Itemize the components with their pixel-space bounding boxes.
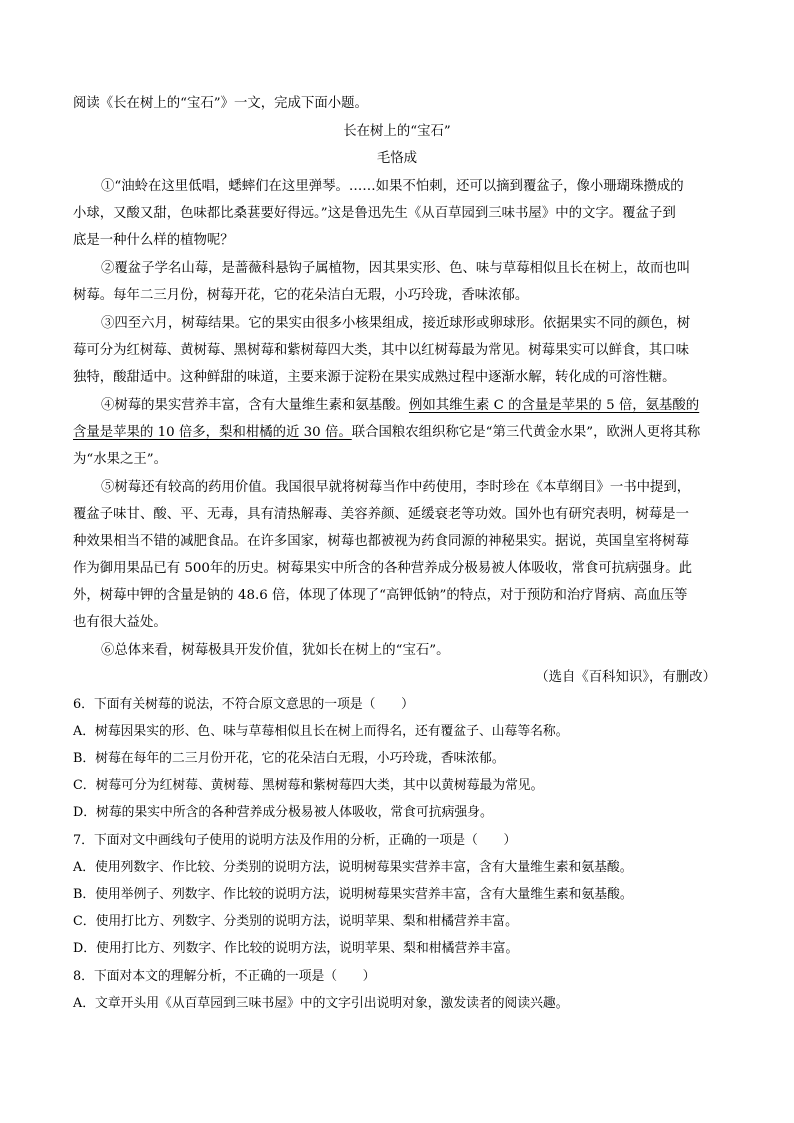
underlined-sentence: 含量是苹果的 10 倍多，梨和柑橘的近 30 倍。 [73, 425, 352, 440]
question-8-stem: 8．下面对本文的理解分析，不正确的一项是（ ） [73, 969, 376, 984]
paragraph-5-line: 也有很大益处。 [73, 615, 167, 630]
paragraph-5-line: 作为御用果品已有 500年的历史。树莓果实中所含的各种营养成分极易被人体吸收，常食可抗病强身。此 [73, 561, 692, 576]
paragraph-5-line: ⑤树莓还有较高的药用价值。我国很早就将树莓当作中药使用，李时珍在《本草纲目》一书中提到， [101, 480, 691, 495]
article-title: 长在树上的“宝石” [343, 124, 451, 139]
paragraph-1-line: 底是一种什么样的植物呢？ [73, 233, 234, 248]
paragraph-4-plain-text: ④树莓的果实营养丰富，含有大量维生素和氨基酸。 [101, 398, 409, 413]
question-8-option-a: A．文章开头用《从百草园到三味书屋》中的文字引出说明对象，激发读者的阅读兴趣。 [73, 996, 569, 1011]
article-author: 毛恪成 [376, 151, 418, 166]
paragraph-3-line: 独特，酸甜适中。这种鲜甜的味道，主要来源于淀粉在果实成熟过程中逐渐水解，转化成的可溶性糖。 [73, 370, 676, 385]
question-6-option-b: B．树莓在每年的二三月份开花，它的花朵洁白无瑕，小巧玲珑，香味浓郁。 [73, 751, 505, 766]
question-7-option-d: D．使用打比方、列数字、作比较的说明方法，说明苹果、梨和柑橘营养丰富。 [73, 941, 519, 956]
paragraph-3-line: ③四至六月，树莓结果。它的果实由很多小核果组成，接近球形或卵球形。依据果实不同的颜色，树 [101, 316, 691, 331]
question-7-option-a: A．使用列数字、作比较、分类别的说明方法，说明树莓果实营养丰富，含有大量维生素和氨基酸。 [73, 860, 633, 875]
paragraph-5-line: 种效果相当不错的减肥食品。在许多国家，树莓也都被视为药食同源的神秘果实。据说，英国皇室将树莓 [73, 534, 689, 549]
paragraph-4-line: 为“水果之王”。 [73, 452, 168, 467]
question-6-stem: 6．下面有关树莓的说法，不符合原文意思的一项是（ ） [73, 697, 414, 712]
paragraph-5-line: 覆盆子味甘、酸、平、无毒，具有清热解毒、美容养颜、延缓衰老等功效。国外也有研究表明，树莓是一 [73, 507, 689, 522]
paragraph-5-line: 外，树莓中钾的含量是钠的 48.6 倍，体现了体现了“高钾低钠”的特点，对于预防和治疗肾病、高血压等 [73, 588, 688, 603]
question-7-stem: 7．下面对文中画线句子使用的说明方法及作用的分析，正确的一项是（ ） [73, 833, 517, 848]
question-7-option-c: C．使用打比方、列数字、分类别的说明方法，说明苹果、梨和柑橘营养丰富。 [73, 914, 518, 929]
source-citation: （选自《百科知识》，有删改） [535, 670, 716, 685]
paragraph-1-line: 小球，又酸又甜，色味都比桑葚要好得远。”这是鲁迅先生《从百草园到三味书屋》中的文字。覆盆子到 [73, 206, 676, 221]
question-7-option-b: B．使用举例子、列数字、作比较的说明方法，说明树莓果实营养丰富，含有大量维生素和氨基酸。 [73, 887, 633, 902]
question-6-option-d: D．树莓的果实中所含的各种营养成分极易被人体吸收，常食可抗病强身。 [73, 805, 493, 820]
paragraph-3-line: 莓可分为红树莓、黄树莓、黑树莓和紫树莓四大类，其中以红树莓最为常见。树莓果实可以鲜食，其口味 [73, 343, 689, 358]
paragraph-2-line: 树莓。每年二三月份，树莓开花，它的花朵洁白无瑕，小巧玲珑，香味浓郁。 [73, 288, 529, 303]
question-6-option-a: A．树莓因果实的形、色、味与草莓相似且长在树上而得名，还有覆盆子、山莓等名称。 [73, 724, 569, 739]
reading-instruction: 阅读《长在树上的“宝石”》一文，完成下面小题。 [73, 96, 368, 111]
paragraph-4-plain-text: 联合国粮农组织称它是“第三代黄金水果”，欧洲人更将其称 [351, 425, 701, 440]
underlined-sentence: 例如其维生素 C 的含量是苹果的 5 倍，氨基酸的 [408, 398, 700, 413]
question-6-option-c: C．树莓可分为红树莓、黄树莓、黑树莓和紫树莓四大类，其中以黄树莓最为常见。 [73, 778, 544, 793]
paragraph-1-line: ①“油蛉在这里低唱，蟋蟀们在这里弹琴。……如果不怕刺，还可以摘到覆盆子，像小珊瑚珠攒成的 [101, 179, 684, 194]
paragraph-4-line [73, 423, 700, 443]
paragraph-6-line: ⑥总体来看，树莓极具开发价值，犹如长在树上的“宝石”。 [101, 643, 450, 658]
paragraph-2-line: ②覆盆子学名山莓，是蔷薇科悬钩子属植物，因其果实形、色、味与草莓相似且长在树上，故而也叫 [101, 261, 691, 276]
paragraph-4-line [101, 396, 699, 416]
